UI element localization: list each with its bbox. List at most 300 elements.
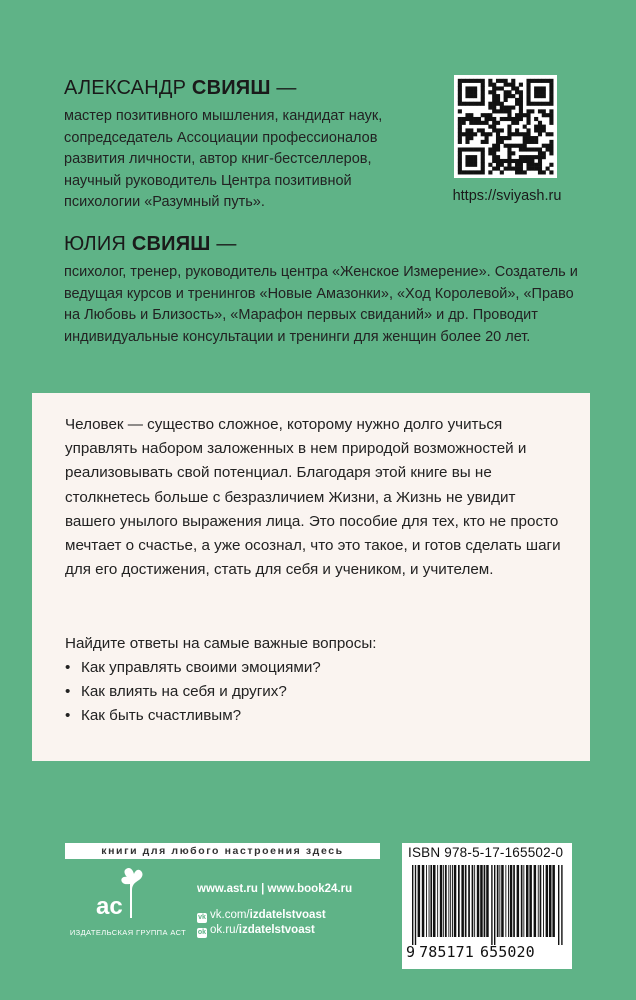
author-bio: мастер позитивного мышления, кандидат наук, сопредседатель Ассоциации профессионалов развития личности, автор книг-бестселлеров, научный руководитель Центра позитивной психологии «Разумный путь». — [64, 108, 383, 210]
qr-module — [496, 167, 500, 171]
barcode-bar — [517, 865, 520, 937]
qr-module — [496, 140, 500, 144]
qr-module — [481, 83, 485, 87]
qr-module — [485, 117, 489, 121]
barcode-bar — [534, 865, 537, 937]
qr-module — [488, 102, 492, 106]
qr-module — [519, 159, 523, 163]
qr-module — [492, 159, 496, 163]
qr-module — [465, 117, 469, 121]
barcode-digits — [406, 943, 535, 961]
qr-module — [469, 163, 473, 167]
qr-module — [538, 170, 542, 174]
qr-module — [469, 94, 473, 98]
qr-module — [496, 159, 500, 163]
qr-module — [549, 121, 553, 125]
qr-module — [462, 121, 466, 125]
barcode-bar — [523, 865, 524, 937]
qr-module — [511, 79, 515, 83]
qr-module — [485, 113, 489, 117]
qr-code[interactable] — [454, 75, 557, 178]
qr-module — [511, 86, 515, 90]
qr-module — [469, 128, 473, 132]
qr-module — [481, 90, 485, 94]
qr-module — [546, 102, 550, 106]
qr-module — [488, 106, 492, 110]
qr-module — [534, 163, 538, 167]
qr-module — [496, 136, 500, 140]
author-dash: — — [216, 233, 237, 255]
qr-module — [458, 125, 462, 129]
qr-module — [515, 167, 519, 171]
barcode-left-digits: 785171 — [419, 943, 474, 961]
barcode-bar — [499, 865, 500, 937]
qr-module — [477, 102, 481, 106]
qr-module — [504, 106, 508, 110]
qr-module — [538, 159, 542, 163]
qr-module — [485, 136, 489, 140]
barcode-bar — [549, 865, 552, 937]
qr-module — [469, 90, 473, 94]
qr-module — [538, 94, 542, 98]
barcode-bar — [497, 865, 499, 937]
ok-prefix: ok.ru/ — [210, 924, 239, 936]
qr-module — [469, 147, 473, 151]
qr-module — [546, 144, 550, 148]
barcode-bar — [440, 865, 443, 937]
qr-module — [542, 144, 546, 148]
qr-module — [507, 147, 511, 151]
qr-module — [465, 113, 469, 117]
barcode-block — [402, 843, 572, 969]
barcode-bar — [508, 865, 509, 937]
barcode-bar — [458, 865, 460, 937]
qr-module — [496, 94, 500, 98]
qr-module — [507, 113, 511, 117]
qr-module — [481, 159, 485, 163]
qr-module — [473, 132, 477, 136]
qr-module — [519, 144, 523, 148]
qr-module — [534, 90, 538, 94]
qr-module — [473, 102, 477, 106]
qr-module — [492, 121, 496, 125]
qr-module — [504, 144, 508, 148]
qr-module — [496, 121, 500, 125]
qr-module — [488, 79, 492, 83]
qr-module — [507, 136, 511, 140]
barcode-bar — [529, 865, 532, 937]
qr-module — [526, 128, 530, 132]
qr-module — [515, 90, 519, 94]
qr-module — [504, 109, 508, 113]
qr-module — [488, 113, 492, 117]
qr-module — [496, 144, 500, 148]
question-text: Как быть счастливым? — [81, 707, 242, 725]
ok-handle: izdatelstvoast — [238, 924, 315, 936]
qr-module — [481, 155, 485, 159]
qr-module — [538, 86, 542, 90]
barcode-bar — [450, 865, 451, 937]
qr-module — [469, 170, 473, 174]
qr-module — [511, 151, 515, 155]
barcode-bar — [480, 865, 483, 937]
qr-module — [500, 136, 504, 140]
qr-module — [481, 147, 485, 151]
barcode-right-digits: 655020 — [479, 943, 535, 961]
qr-module — [523, 159, 527, 163]
barcode-bar — [513, 865, 515, 937]
qr-module — [492, 147, 496, 151]
barcode-bar — [430, 865, 432, 937]
qr-module — [515, 98, 519, 102]
qr-module — [496, 86, 500, 90]
qr-module — [538, 90, 542, 94]
barcode-bar — [418, 865, 421, 937]
qr-module — [473, 170, 477, 174]
qr-module — [507, 155, 511, 159]
qr-module — [507, 167, 511, 171]
barcode-bar — [505, 865, 506, 937]
qr-module — [469, 159, 473, 163]
qr-module — [473, 90, 477, 94]
qr-module — [458, 121, 462, 125]
qr-module — [511, 159, 515, 163]
qr-module — [458, 170, 462, 174]
qr-module — [477, 121, 481, 125]
qr-code-icon — [454, 75, 557, 178]
barcode-bar — [415, 865, 416, 945]
barcode-bar — [461, 865, 464, 937]
barcode-bar — [443, 865, 444, 937]
qr-module — [546, 113, 550, 117]
bullet-icon: • — [65, 683, 71, 701]
qr-module — [500, 117, 504, 121]
qr-module — [492, 125, 496, 129]
qr-module — [469, 117, 473, 121]
qr-module — [511, 83, 515, 87]
ok-icon: ok — [197, 929, 207, 936]
barcode-bar — [477, 865, 480, 937]
qr-module — [477, 170, 481, 174]
qr-module — [515, 144, 519, 148]
qr-module — [492, 102, 496, 106]
qr-module — [534, 136, 538, 140]
qr-module — [492, 151, 496, 155]
qr-module — [458, 128, 462, 132]
qr-module — [496, 109, 500, 113]
qr-module — [549, 151, 553, 155]
qr-module — [542, 128, 546, 132]
website-link-book24[interactable]: www.book24.ru — [267, 883, 353, 895]
qr-module — [469, 132, 473, 136]
publisher-tagline: книги для любого настроения здесь — [65, 843, 380, 859]
qr-module — [500, 163, 504, 167]
qr-module — [465, 147, 469, 151]
qr-module — [458, 147, 462, 151]
qr-module — [519, 155, 523, 159]
qr-module — [526, 86, 530, 90]
qr-module — [515, 121, 519, 125]
qr-module — [526, 132, 530, 136]
author-block-yulia — [64, 232, 584, 348]
qr-module — [507, 106, 511, 110]
qr-module — [481, 79, 485, 83]
publisher-websites — [197, 883, 352, 895]
qr-module — [507, 117, 511, 121]
author-first-name: ЮЛИЯ — [64, 233, 127, 255]
qr-module — [515, 117, 519, 121]
qr-module — [523, 155, 527, 159]
qr-module — [458, 79, 462, 83]
qr-module — [507, 90, 511, 94]
qr-module — [526, 83, 530, 87]
vk-handle: izdatelstvoast — [249, 909, 326, 921]
qr-module — [488, 147, 492, 151]
qr-module — [526, 121, 530, 125]
qr-module — [473, 121, 477, 125]
qr-module — [496, 98, 500, 102]
qr-module — [477, 79, 481, 83]
qr-module — [549, 98, 553, 102]
barcode-bar — [422, 865, 425, 937]
qr-module — [458, 155, 462, 159]
barcode-bar — [465, 865, 467, 937]
qr-module — [530, 155, 534, 159]
qr-module — [530, 140, 534, 144]
link-separator: | — [257, 883, 268, 895]
qr-module — [492, 109, 496, 113]
website-link-ast[interactable]: www.ast.ru — [197, 883, 258, 895]
author-name — [64, 232, 584, 256]
qr-module — [465, 136, 469, 140]
qr-module — [549, 83, 553, 87]
qr-module — [511, 117, 515, 121]
barcode-bar — [484, 865, 486, 937]
qr-module — [465, 94, 469, 98]
barcode-bar — [501, 865, 504, 937]
qr-module — [526, 155, 530, 159]
qr-module — [534, 140, 538, 144]
qr-module — [481, 132, 485, 136]
isbn-number: ISBN 978-5-17-165502-0 — [408, 845, 564, 860]
qr-module — [530, 167, 534, 171]
qr-module — [458, 151, 462, 155]
qr-module — [465, 155, 469, 159]
qr-module — [488, 125, 492, 129]
qr-module — [500, 140, 504, 144]
qr-module — [477, 117, 481, 121]
barcode-bar — [491, 865, 492, 945]
vk-link[interactable] — [197, 909, 326, 923]
qr-module — [523, 144, 527, 148]
book-description: Человек — существо сложное, которому нужно долго учиться управлять набором заложенных в нем природой возможностей и реализовывать свой потенциал. Благодаря этой книге вы не столкнетесь больше с безразличием Жизни, а Жизнь не увидит вашего унылого выражения лица. Это пособие для тех, кто не просто мечтает о счастье, а уже осознал, что это такое, и готов сделать шаги для его достижения, стать для себя и учеником, и учителем. — [65, 416, 561, 579]
qr-module — [496, 102, 500, 106]
qr-module — [507, 132, 511, 136]
qr-module — [458, 132, 462, 136]
qr-module — [492, 83, 496, 87]
qr-module — [485, 132, 489, 136]
qr-module — [465, 128, 469, 132]
qr-module — [473, 79, 477, 83]
barcode-bar — [445, 865, 447, 937]
qr-module — [465, 79, 469, 83]
qr-module — [538, 155, 542, 159]
qr-module — [515, 132, 519, 136]
qr-module — [473, 117, 477, 121]
qr-module — [481, 140, 485, 144]
barcode-bar — [437, 865, 438, 937]
qr-module — [496, 163, 500, 167]
qr-module — [526, 136, 530, 140]
qr-module — [458, 167, 462, 171]
qr-module — [488, 90, 492, 94]
qr-module — [546, 147, 550, 151]
qr-module — [469, 113, 473, 117]
qr-module — [515, 86, 519, 90]
qr-module — [526, 140, 530, 144]
qr-module — [519, 170, 523, 174]
barcode-lead-digit: 9 — [406, 943, 416, 961]
qr-module — [542, 125, 546, 129]
qr-module — [462, 147, 466, 151]
author-dash: — — [276, 77, 297, 99]
qr-module — [542, 94, 546, 98]
qr-module — [465, 102, 469, 106]
barcode-bar — [486, 865, 489, 937]
qr-module — [473, 94, 477, 98]
qr-module — [534, 147, 538, 151]
qr-module — [542, 170, 546, 174]
ast-logo-icon — [92, 860, 156, 924]
qr-module — [500, 102, 504, 106]
qr-module — [530, 79, 534, 83]
qr-module — [469, 102, 473, 106]
qr-module — [519, 147, 523, 151]
qr-module — [492, 144, 496, 148]
qr-module — [542, 113, 546, 117]
qr-module — [526, 167, 530, 171]
barcode-bar — [521, 865, 523, 937]
qr-module — [500, 79, 504, 83]
ok-link[interactable] — [197, 924, 315, 938]
barcode-bar — [468, 865, 470, 937]
author-website-link[interactable]: https://sviyash.ru — [452, 188, 562, 204]
qr-module — [504, 79, 508, 83]
qr-module — [481, 102, 485, 106]
qr-module — [500, 86, 504, 90]
qr-module — [542, 102, 546, 106]
qr-module — [515, 163, 519, 167]
question-item — [65, 704, 321, 728]
qr-module — [465, 86, 469, 90]
qr-module — [538, 79, 542, 83]
qr-module — [526, 163, 530, 167]
qr-module — [519, 94, 523, 98]
qr-module — [511, 121, 515, 125]
qr-module — [507, 151, 511, 155]
barcode-bar — [552, 865, 555, 937]
qr-module — [526, 90, 530, 94]
qr-module — [496, 132, 500, 136]
vk-icon: vk — [198, 914, 206, 921]
qr-module — [534, 128, 538, 132]
qr-module — [534, 86, 538, 90]
qr-module — [530, 109, 534, 113]
qr-module — [549, 170, 553, 174]
qr-module — [515, 128, 519, 132]
qr-module — [481, 167, 485, 171]
qr-module — [507, 163, 511, 167]
qr-module — [492, 128, 496, 132]
qr-module — [473, 86, 477, 90]
qr-module — [523, 125, 527, 129]
qr-module — [500, 109, 504, 113]
qr-module — [538, 167, 542, 171]
qr-module — [465, 90, 469, 94]
qr-module — [504, 90, 508, 94]
barcode-bar — [543, 865, 544, 937]
qr-module — [504, 117, 508, 121]
qr-module — [507, 83, 511, 87]
question-text: Как влиять на себя и других? — [81, 683, 287, 701]
questions-list — [65, 656, 321, 729]
barcode-bar — [510, 865, 513, 937]
qr-module — [523, 136, 527, 140]
qr-module — [538, 102, 542, 106]
qr-module — [530, 159, 534, 163]
qr-module — [526, 117, 530, 121]
author-block-alexander — [64, 76, 424, 214]
qr-module — [462, 79, 466, 83]
qr-module — [534, 167, 538, 171]
qr-module — [473, 163, 477, 167]
questions-intro: Найдите ответы на самые важные вопросы: — [65, 635, 377, 652]
author-last-name: СВИЯШ — [131, 233, 211, 255]
ast-logo-text: ac — [96, 893, 123, 920]
qr-module — [511, 167, 515, 171]
qr-module — [492, 167, 496, 171]
qr-module — [481, 163, 485, 167]
qr-module — [504, 98, 508, 102]
qr-module — [549, 140, 553, 144]
qr-module — [542, 86, 546, 90]
qr-module — [523, 170, 527, 174]
barcode-icon — [412, 865, 564, 945]
qr-module — [530, 102, 534, 106]
qr-module — [549, 102, 553, 106]
qr-module — [492, 90, 496, 94]
qr-module — [458, 86, 462, 90]
qr-module — [526, 98, 530, 102]
barcode-bar — [452, 865, 453, 937]
qr-module — [469, 121, 473, 125]
qr-module — [504, 94, 508, 98]
qr-module — [538, 128, 542, 132]
barcode-bar — [494, 865, 495, 945]
qr-module — [546, 132, 550, 136]
qr-module — [458, 136, 462, 140]
barcode-bar — [412, 865, 413, 945]
author-name — [64, 76, 424, 100]
qr-module — [534, 79, 538, 83]
qr-module — [469, 155, 473, 159]
question-item — [65, 656, 321, 680]
barcode-bar — [546, 865, 549, 937]
qr-module — [523, 132, 527, 136]
qr-module — [458, 159, 462, 163]
barcode-bar — [472, 865, 474, 937]
qr-module — [473, 155, 477, 159]
